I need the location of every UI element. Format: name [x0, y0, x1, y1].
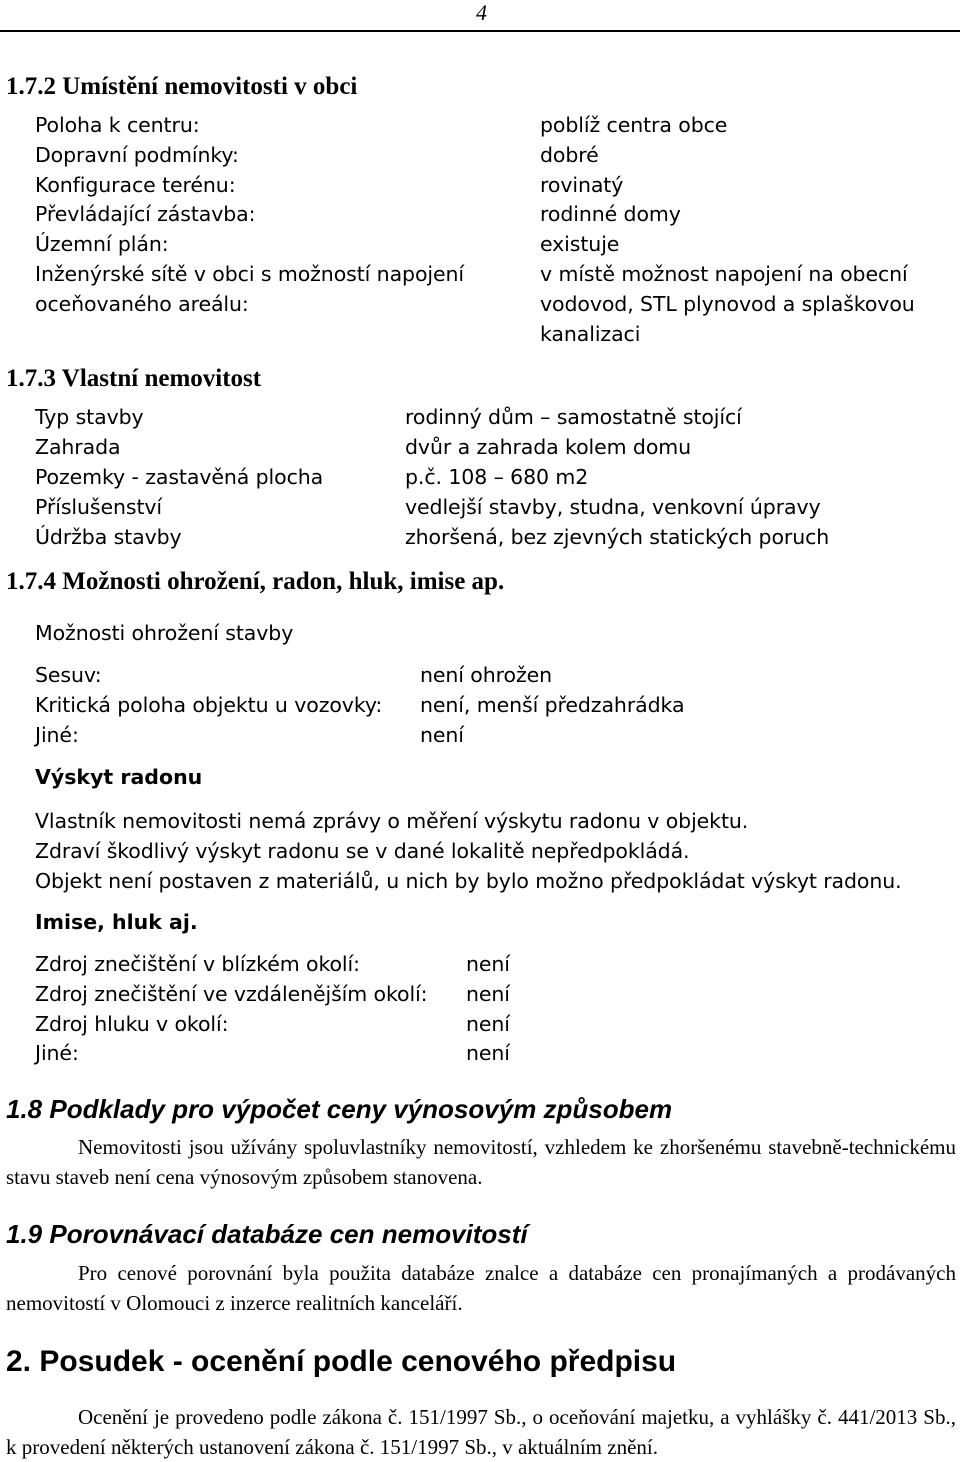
section-1-8-paragraph [6, 1132, 956, 1192]
imise-value: není [466, 1012, 510, 1036]
imise-value: není [466, 952, 510, 976]
location-label: Inženýrské sítě v obci s možností napojení [35, 262, 464, 286]
threat-label: Sesuv: [35, 663, 102, 687]
threat-label: Jiné: [35, 723, 79, 747]
threat-label: Kritická poloha objektu u vozovky: [35, 693, 383, 717]
radon-title: Výskyt radonu [35, 765, 203, 789]
section-1-9-paragraph [6, 1258, 956, 1318]
property-value: rodinný dům – samostatně stojící [405, 405, 742, 429]
location-value: kanalizaci [540, 322, 641, 346]
section-2-paragraph [6, 1402, 956, 1462]
location-label: Převládající zástavba: [35, 202, 256, 226]
imise-label: Jiné: [35, 1041, 79, 1065]
section-1-9-heading: 1.9 Porovnávací databáze cen nemovitostí [6, 1219, 528, 1249]
threat-value: není [420, 723, 464, 747]
section-1-9-text: Pro cenové porovnání byla použita databáze znalce a databáze cen pronajímaných a prodávaných nemovitostí v Olomouci z inzerce realitních kanceláří. [6, 1261, 956, 1315]
location-value: v místě možnost napojení na obecní [540, 262, 908, 286]
property-value: dvůr a zahrada kolem domu [405, 435, 692, 459]
section-2-text: Ocenění je provedeno podle zákona č. 151/1997 Sb., o oceňování majetku, a vyhlášky č. 441/2013 Sb., k provedení některých ustanovení zákona č. 151/1997 Sb., v aktuálním znění. [6, 1405, 956, 1459]
section-1-8-text: Nemovitosti jsou užívány spoluvlastníky nemovitostí, vzhledem ke zhoršenému stavebně-technickému stavu staveb není cena výnosovým způsobem stanovena. [6, 1135, 956, 1189]
location-value: rodinné domy [540, 202, 681, 226]
radon-line: Objekt není postaven z materiálů, u nich by bylo možno předpokládat výskyt radonu. [35, 869, 902, 893]
location-label: oceňovaného areálu: [35, 292, 249, 316]
imise-label: Zdroj znečištění ve vzdálenějším okolí: [35, 982, 428, 1006]
imise-value: není [466, 1041, 510, 1065]
property-label: Pozemky - zastavěná plocha [35, 465, 324, 489]
location-value: rovinatý [540, 173, 624, 197]
section-2-heading: 2. Posudek - ocenění podle cenového předpisu [6, 1345, 677, 1378]
header-rule [0, 30, 960, 32]
imise-label: Zdroj hluku v okolí: [35, 1012, 229, 1036]
threat-value: není ohrožen [420, 663, 553, 687]
page-number: 4 [476, 0, 487, 25]
radon-line: Vlastník nemovitosti nemá zprávy o měření výskytu radonu v objektu. [35, 809, 749, 833]
section-1-7-4-heading: 1.7.4 Možnosti ohrožení, radon, hluk, imise ap. [6, 568, 505, 595]
threat-value: není, menší předzahrádka [420, 693, 685, 717]
property-label: Příslušenství [35, 495, 163, 519]
imise-label: Zdroj znečištění v blízkém okolí: [35, 952, 360, 976]
property-value: p.č. 108 – 680 m2 [405, 465, 589, 489]
threats-title: Možnosti ohrožení stavby [35, 621, 294, 645]
location-value: vodovod, STL plynovod a splaškovou [540, 292, 915, 316]
location-value: dobré [540, 143, 599, 167]
location-label: Konfigurace terénu: [35, 173, 236, 197]
location-label: Dopravní podmínky: [35, 143, 239, 167]
property-label: Typ stavby [35, 405, 144, 429]
radon-line: Zdraví škodlivý výskyt radonu se v dané lokalitě nepředpokládá. [35, 839, 690, 863]
section-1-8-heading: 1.8 Podklady pro výpočet ceny výnosovým způsobem [6, 1094, 673, 1124]
property-value: vedlejší stavby, studna, venkovní úpravy [405, 495, 821, 519]
location-value: poblíž centra obce [540, 113, 728, 137]
property-label: Zahrada [35, 435, 121, 459]
section-1-7-3-heading: 1.7.3 Vlastní nemovitost [6, 365, 262, 392]
imise-value: není [466, 982, 510, 1006]
location-label: Územní plán: [35, 232, 169, 256]
section-1-7-2-heading: 1.7.2 Umístění nemovitosti v obci [6, 73, 358, 100]
location-label: Poloha k centru: [35, 113, 200, 137]
property-value: zhoršená, bez zjevných statických poruch [405, 525, 830, 549]
property-label: Údržba stavby [35, 525, 182, 549]
imise-title: Imise, hluk aj. [35, 910, 198, 934]
location-value: existuje [540, 232, 620, 256]
